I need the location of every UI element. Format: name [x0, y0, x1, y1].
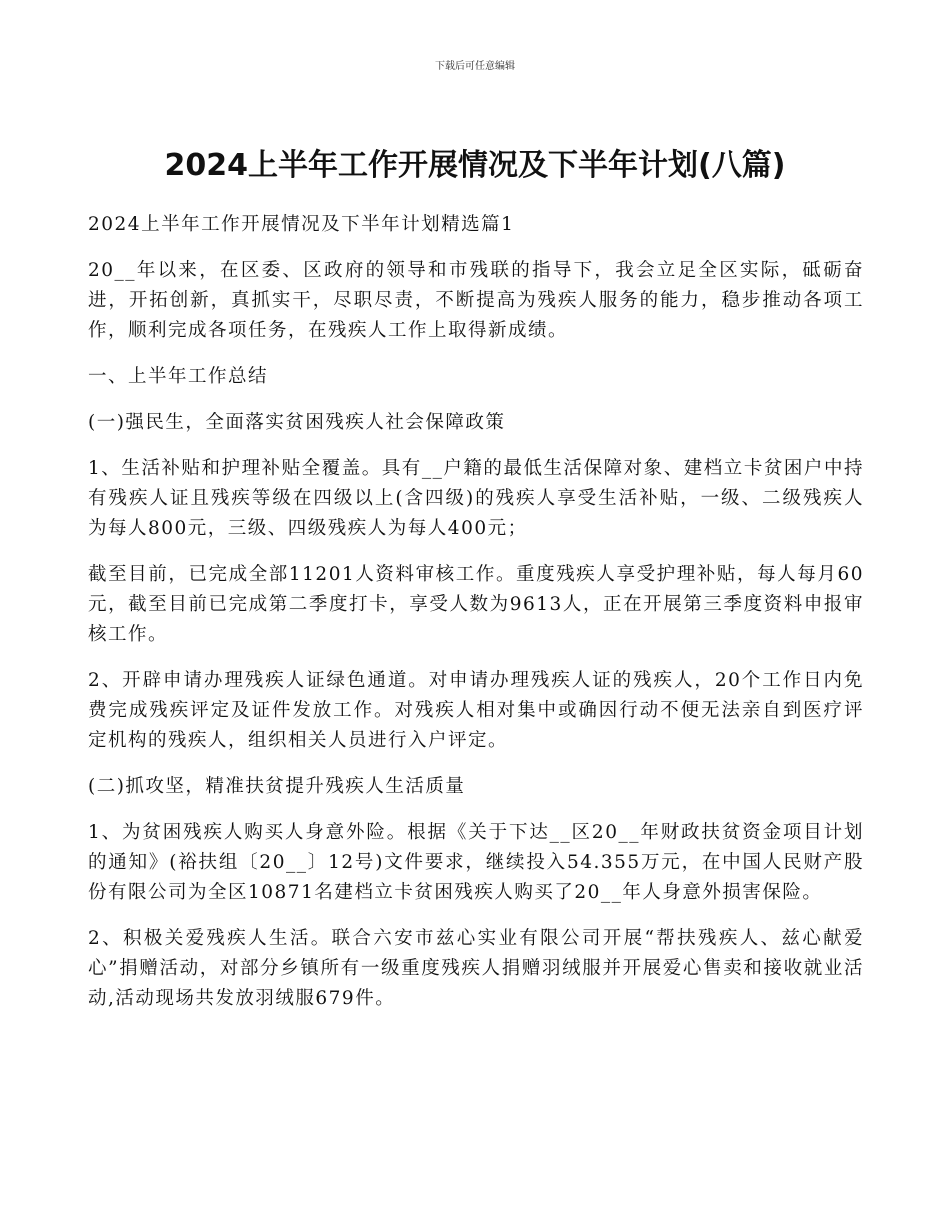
header-note: 下载后可任意编辑 — [435, 61, 515, 72]
body-paragraph: 1、生活补贴和护理补贴全覆盖。具有__户籍的最低生活保障对象、建档立卡贫困户中持有残疾人证且残疾等级在四级以上(含四级)的残疾人享受生活补贴，一级、二级残疾人为每人800元，三级、四级残疾人为每人400元； — [88, 458, 864, 539]
subtitle-paragraph: 2024上半年工作开展情况及下半年计划精选篇1 — [88, 214, 515, 235]
intro-paragraph: 20__年以来，在区委、区政府的领导和市残联的指导下，我会立足全区实际，砥砺奋进，开拓创新，真抓实干，尽职尽责，不断提高为残疾人服务的能力，稳步推动各项工作，顺利完成各项任务，在残疾人工作上取得新成绩。 — [88, 260, 864, 341]
section-heading: 一、上半年工作总结 — [88, 366, 269, 387]
body-paragraph: 1、为贫困残疾人购买人身意外险。根据《关于下达__区20__年财政扶贫资金项目计划的通知》(裕扶组〔20__〕12号)文件要求，继续投入54.355万元，在中国人民财产股份有限公司为全区10871名建档立卡贫困残疾人购买了20__年人身意外损害保险。 — [88, 822, 864, 903]
body-paragraph: 2、积极关爱残疾人生活。联合六安市兹心实业有限公司开展“帮扶残疾人、兹心献爱心”捐赠活动，对部分乡镇所有一级重度残疾人捐赠羽绒服并开展爱心售卖和接收就业活动,活动现场共发放羽绒服679件。 — [88, 928, 864, 1009]
document-body — [88, 210, 864, 1030]
body-paragraph: 2、开辟申请办理残疾人证绿色通道。对申请办理残疾人证的残疾人，20个工作日内免费完成残疾评定及证件发放工作。对残疾人相对集中或确因行动不便无法亲自到医疗评定机构的残疾人，组织相关人员进行入户评定。 — [88, 670, 864, 751]
body-paragraph: 截至目前，已完成全部11201人资料审核工作。重度残疾人享受护理补贴，每人每月60元，截至目前已完成第二季度打卡，享受人数为9613人，正在开展第三季度资料申报审核工作。 — [88, 564, 864, 645]
document-title: 2024上半年工作开展情况及下半年计划(八篇) — [164, 148, 786, 183]
subsection-heading: (一)强民生，全面落实贫困残疾人社会保障政策 — [88, 412, 506, 433]
subsection-heading: (二)抓攻坚，精准扶贫提升残疾人生活质量 — [88, 776, 466, 797]
